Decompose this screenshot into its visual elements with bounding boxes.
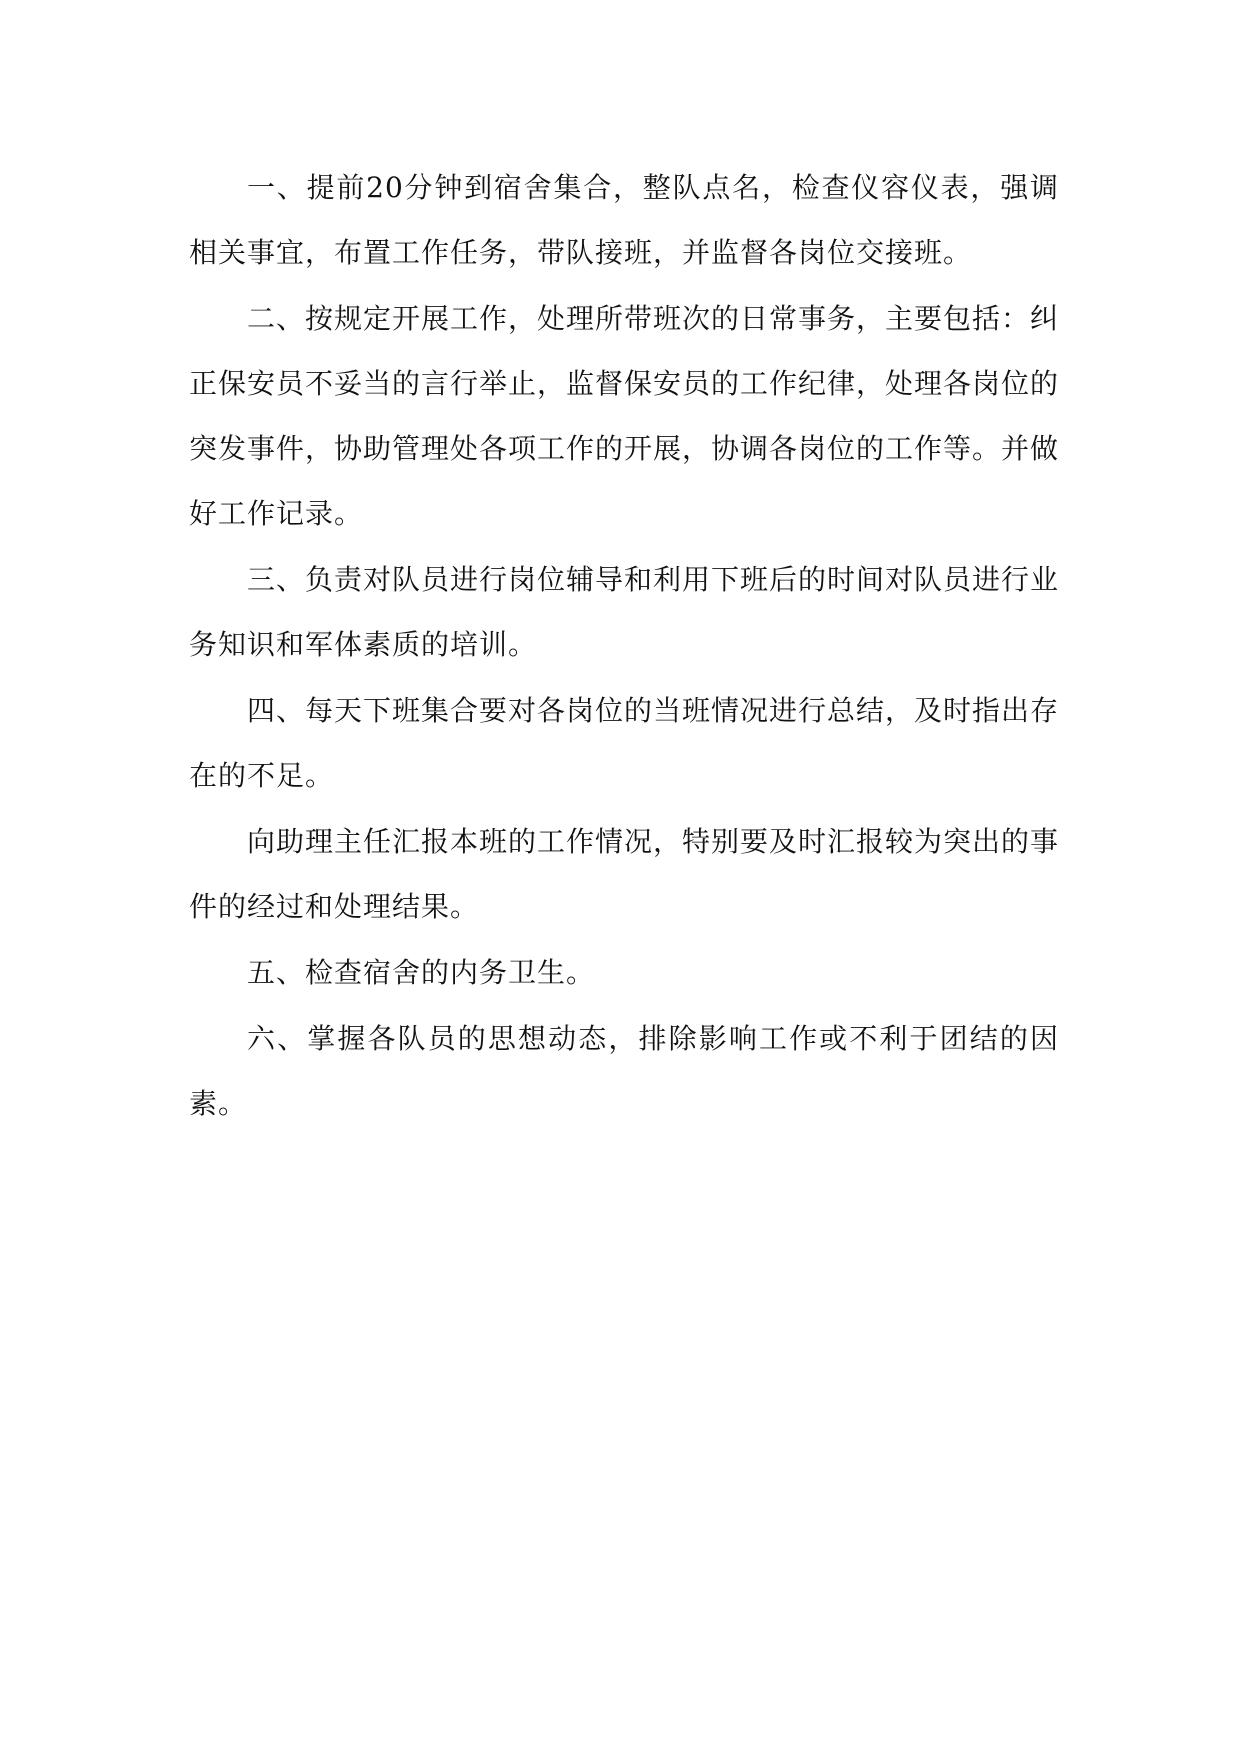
paragraph-5: 向助理主任汇报本班的工作情况，特别要及时汇报较为突出的事件的经过和处理结果。 <box>189 825 1060 923</box>
document-body <box>189 155 1059 1137</box>
paragraph-6: 五、检查宿舍的内务卫生。 <box>247 956 596 989</box>
paragraph-7: 六、掌握各队员的思想动态，排除影响工作或不利于团结的因素。 <box>189 1022 1059 1120</box>
paragraph-2: 二、按规定开展工作，处理所带班次的日常事务，主要包括：纠正保安员不妥当的言行举止，监督保安员的工作纪律，处理各岗位的突发事件，协助管理处各项工作的开展，协调各岗位的工作等。并做好工作记录。 <box>189 302 1060 530</box>
paragraph-1: 一、提前20分钟到宿舍集合，整队点名，检查仪容仪表，强调相关事宜，布置工作任务，带队接班，并监督各岗位交接班。 <box>189 171 1059 269</box>
paragraph-4: 四、每天下班集合要对各岗位的当班情况进行总结，及时指出存在的不足。 <box>189 694 1060 792</box>
paragraph-3: 三、负责对队员进行岗位辅导和利用下班后的时间对队员进行业务知识和军体素质的培训。 <box>189 563 1060 661</box>
